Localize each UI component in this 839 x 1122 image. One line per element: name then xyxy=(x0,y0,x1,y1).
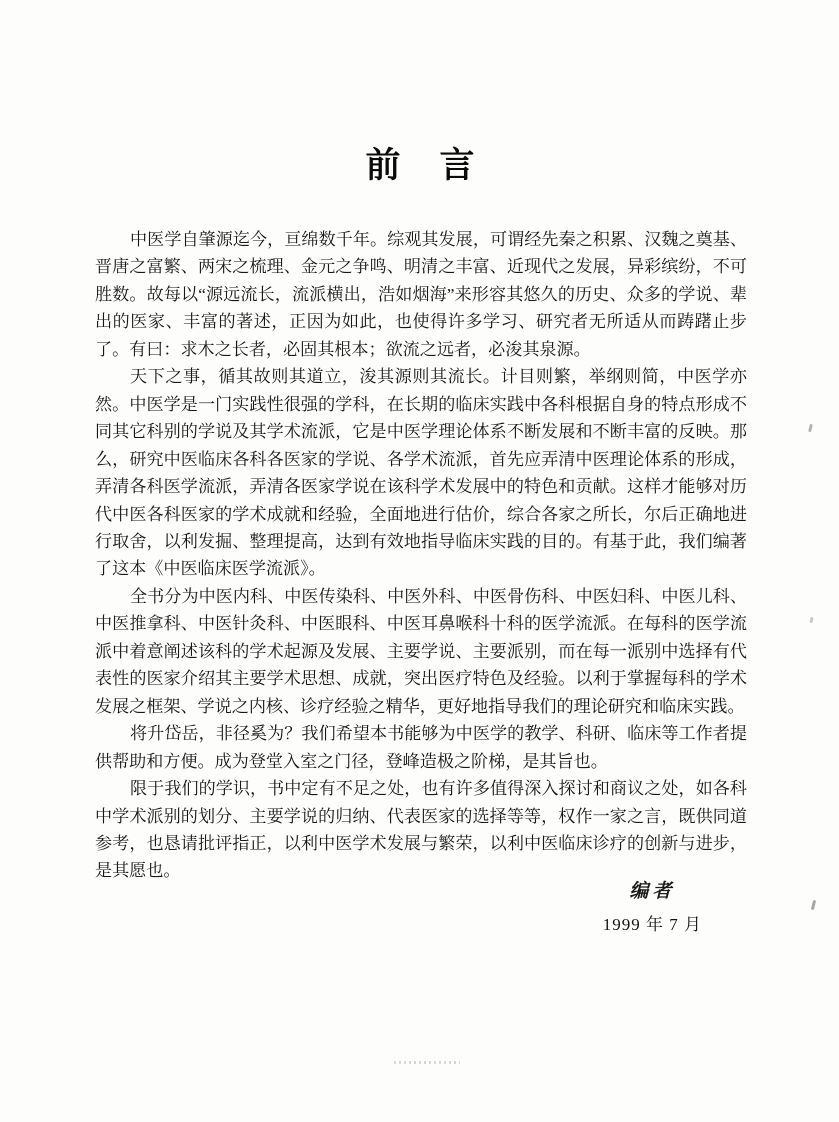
paragraph-2: 天下之事，循其故则其道立，浚其源则其流长。计目则繁，举纲则简，中医学亦然。中医学是一门实践性很强的学科，在长期的临床实践中各科根据自身的特点形成不同其它科别的学说及其学术流派，它是中医学理论体系不断发展和不断丰富的反映。那么，研究中医临床各科各医家的学说、各学术流派，首先应弄清中医理论体系的形成，弄清各科医学流派，弄清各医家学说在该科学术发展中的特色和贡献。这样才能够对历代中医各科医家的学术成就和经验，全面地进行估价，综合各家之所长，尔后正确地进行取舍，以利发掘、整理提高，达到有效地指导临床实践的目的。有基于此，我们编著了这本《中医临床医学流派》。 xyxy=(95,367,747,579)
paragraph-4: 将升岱岳，非径奚为？我们希望本书能够为中医学的教学、科研、临床等工作者提供帮助和方便。成为登堂入室之门径，登峰造极之阶梯，是其旨也。 xyxy=(95,724,747,771)
author-name: 编者 xyxy=(629,881,676,902)
signature-block xyxy=(0,876,839,935)
scan-smudge xyxy=(394,1061,460,1064)
paragraph-1: 中医学自肇源迄今，亘绵数千年。综观其发展，可谓经先秦之积累、汉魏之奠基、晋唐之富繁、两宋之梳理、金元之争鸣、明清之丰富、近现代之发展，异彩缤纷，不可胜数。故每以“源远流长，流派横出，浩如烟海”来形容其悠久的历史、众多的学说、辈出的医家、丰富的著述，正因为如此，也使得许多学习、研究者无所适从而踌躇止步了。有曰：求木之长者，必固其根本；欲流之远者，必浚其泉源。 xyxy=(95,230,747,359)
scan-speck xyxy=(809,617,813,624)
preface-body xyxy=(95,226,747,885)
signature-inner xyxy=(603,876,702,935)
paragraph-5: 限于我们的学识，书中定有不足之处，也有许多值得深入探讨和商议之处，如各科中学术派别的划分、主要学说的归纳、代表医家的选择等等，权作一家之言，既供同道参考，也恳请批评指正，以利中医学术发展与繁荣，以利中医临床诊疗的创新与进步，是其愿也。 xyxy=(95,779,747,881)
page-title: 前 言 xyxy=(365,146,477,185)
publication-date: 1999 年 7 月 xyxy=(602,915,702,934)
paragraph-3: 全书分为中医内科、中医传染科、中医外科、中医骨伤科、中医妇科、中医儿科、中医推拿科、中医针灸科、中医眼科、中医耳鼻喉科十科的医学流派。在每科的医学流派中着意阐述该科的学术起源及发展、主要学说、主要派别，而在每一派别中选择有代表性的医家介绍其主要学术思想、成就，突出医疗特色及经验。以利于掌握每科的学术发展之框架、学说之内核、诊疗经验之精华，更好地指导我们的理论研究和临床实践。 xyxy=(95,586,747,716)
scan-speck xyxy=(808,424,813,432)
